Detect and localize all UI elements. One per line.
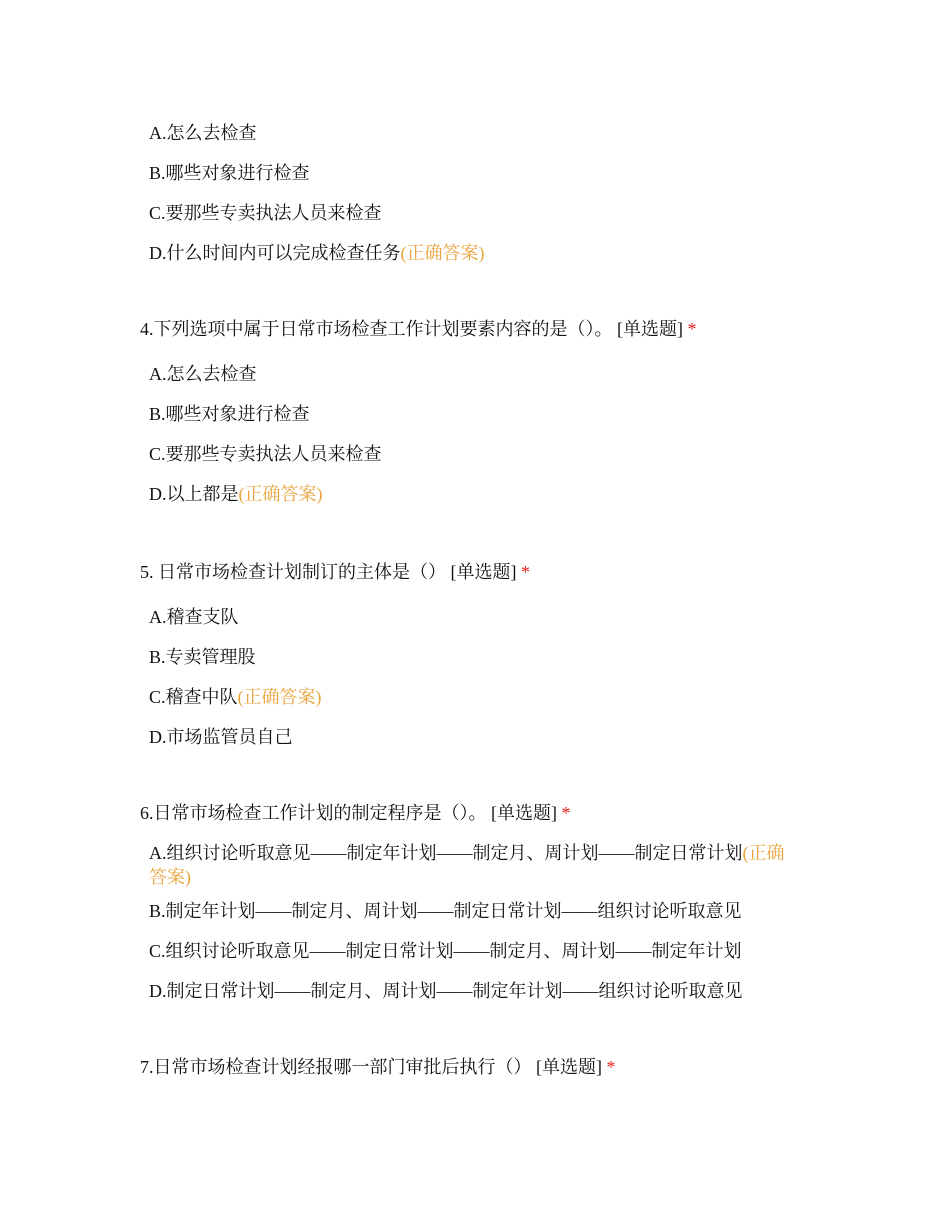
q5-title: 5. 日常市场检查计划制订的主体是（） [单选题] * — [140, 562, 530, 582]
q4-option-c[interactable]: C.要那些专卖执法人员来检查 — [149, 444, 382, 464]
question-type-tag: [单选题] — [450, 562, 517, 582]
q5-option-a[interactable]: A.稽查支队 — [149, 607, 239, 627]
correct-answer-mark: (正确答案) — [149, 843, 785, 887]
q6-option-c[interactable]: C.组织讨论听取意见——制定日常计划——制定月、周计划——制定年计划 — [149, 941, 742, 961]
q4-option-b[interactable]: B.哪些对象进行检查 — [149, 404, 310, 424]
question-type-tag: [单选题] — [617, 319, 683, 339]
required-mark: * — [687, 319, 697, 339]
q6-option-a[interactable]: A.组织讨论听取意见——制定年计划——制定月、周计划——制定日常计划(正确答案) — [149, 843, 785, 887]
q5-option-d[interactable]: D.市场监管员自己 — [149, 727, 293, 747]
q6-option-b[interactable]: B.制定年计划——制定月、周计划——制定日常计划——组织讨论听取意见 — [149, 901, 742, 921]
q6-option-d[interactable]: D.制定日常计划——制定月、周计划——制定年计划——组织讨论听取意见 — [149, 981, 743, 1001]
required-mark: * — [561, 803, 571, 823]
correct-answer-mark: (正确答案) — [400, 243, 485, 263]
q5-option-c[interactable]: C.稽查中队(正确答案) — [149, 687, 322, 707]
question-type-tag: [单选题] — [491, 803, 557, 823]
q6-title: 6.日常市场检查工作计划的制定程序是（）。 [单选题] * — [140, 803, 571, 823]
correct-answer-mark: (正确答案) — [238, 484, 323, 504]
required-mark: * — [521, 562, 530, 582]
q7-title: 7.日常市场检查计划经报哪一部门审批后执行（） [单选题] * — [140, 1057, 616, 1077]
q3-option-d[interactable]: D.什么时间内可以完成检查任务(正确答案) — [149, 243, 485, 263]
q3-option-a[interactable]: A.怎么去检查 — [149, 123, 257, 143]
q3-option-b[interactable]: B.哪些对象进行检查 — [149, 163, 310, 183]
correct-answer-mark: (正确答案) — [237, 687, 322, 707]
q5-option-b[interactable]: B.专卖管理股 — [149, 647, 256, 667]
q4-title: 4.下列选项中属于日常市场检查工作计划要素内容的是（）。 [单选题] * — [140, 319, 697, 339]
question-type-tag: [单选题] — [536, 1057, 602, 1077]
required-mark: * — [606, 1057, 616, 1077]
q3-option-c[interactable]: C.要那些专卖执法人员来检查 — [149, 203, 382, 223]
q4-option-d[interactable]: D.以上都是(正确答案) — [149, 484, 323, 504]
q4-option-a[interactable]: A.怎么去检查 — [149, 364, 257, 384]
